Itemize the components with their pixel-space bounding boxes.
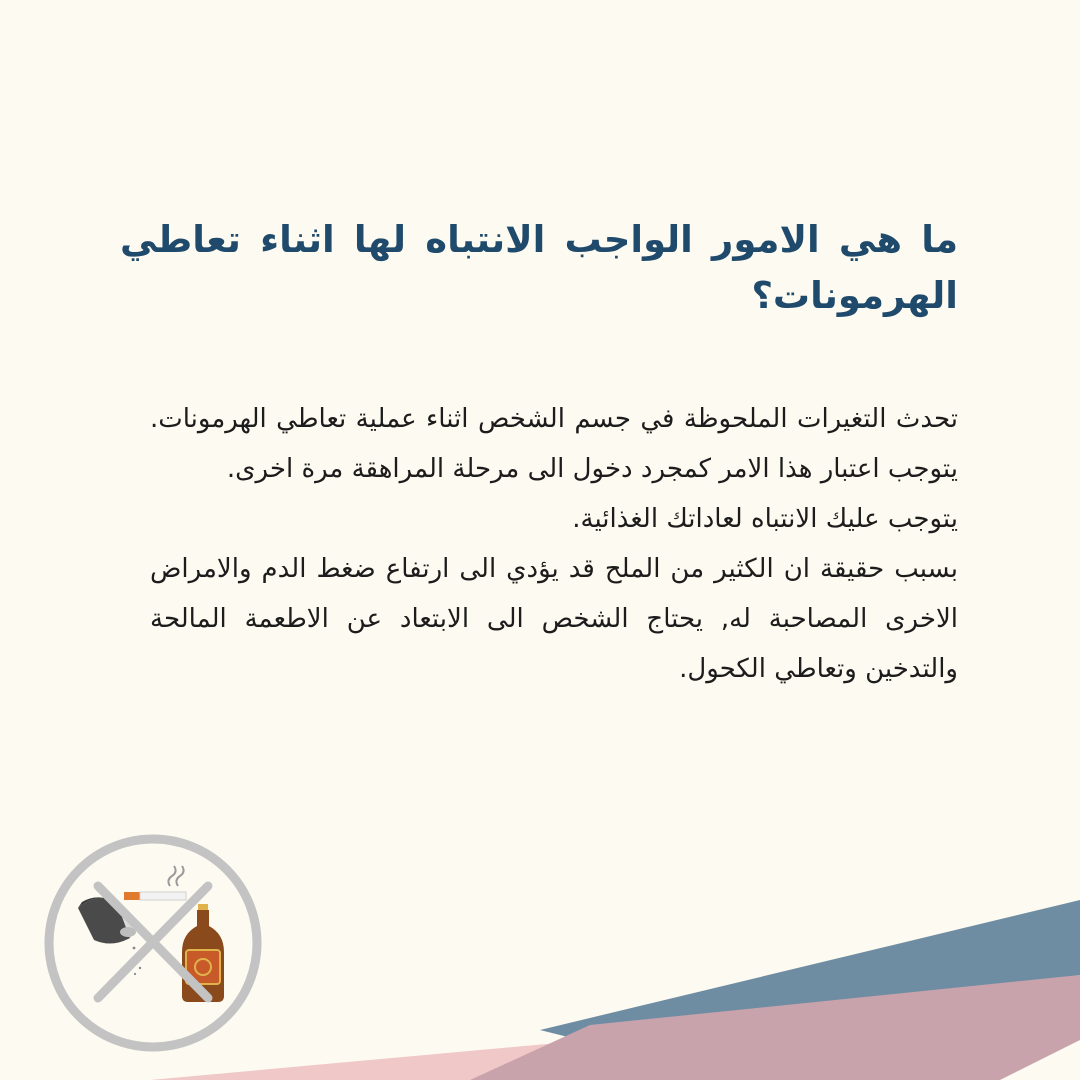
- no-salt-smoking-alcohol-icon: [38, 828, 268, 1058]
- paragraph-eating-habits: يتوجب عليك الانتباه لعاداتك الغذائية.: [572, 504, 958, 534]
- paragraph-salt-warning: بسبب حقيقة ان الكثير من الملح قد يؤدي الى ارتفاع ضغط الدم والامراض الاخرى المصاحبة له, يحتاج الشخص الى الابتعاد عن الاطعمة المالحة والتدخين وتعاطي الكحول.: [150, 554, 958, 684]
- page-title: ما هي الامور الواجب الانتباه لها اثناء تعاطي الهرمونات؟: [120, 218, 958, 317]
- paragraph-hormone-changes: تحدث التغيرات الملحوظة في جسم الشخص اثناء عملية تعاطي الهرمونات. يتوجب اعتبار هذا الامر كمجرد دخول الى مرحلة المراهقة مرة اخرى.: [150, 404, 958, 484]
- cigarette-icon: [124, 866, 186, 900]
